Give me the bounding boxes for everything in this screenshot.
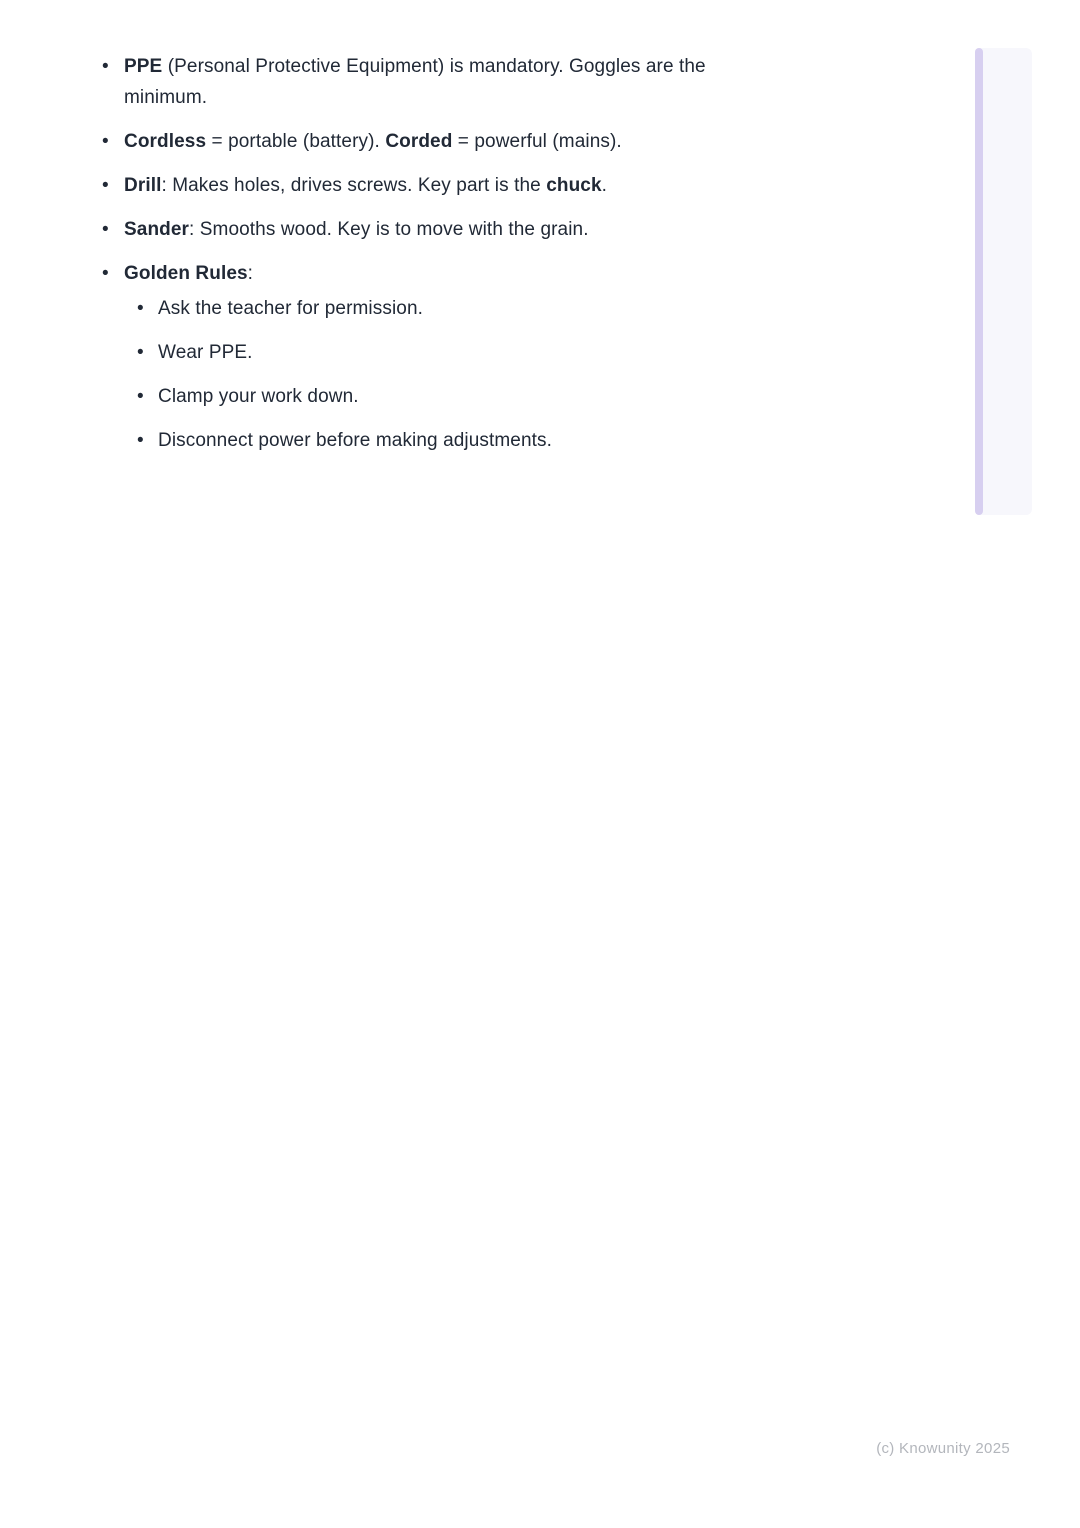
list-item-text: : Makes holes, drives screws. Key part is the	[161, 175, 547, 196]
list-item	[96, 51, 756, 113]
sub-list-item-text: Disconnect power before making adjustments.	[158, 430, 552, 451]
list-item-text: : Smooths wood. Key is to move with the grain.	[189, 219, 589, 240]
list-item-term: Golden Rules	[124, 263, 248, 284]
list-item-term: Drill	[124, 175, 162, 196]
scrollbar-thumb[interactable]	[975, 48, 983, 515]
sub-list-item-text: Ask the teacher for permission.	[158, 298, 423, 319]
sub-list-item-text: Clamp your work down.	[158, 386, 359, 407]
list-item	[96, 170, 756, 201]
list-item-text: = powerful (mains).	[452, 131, 622, 152]
list-item-term: Sander	[124, 219, 190, 240]
list-item-text: = portable (battery).	[206, 131, 386, 152]
list-item-text: .	[601, 175, 608, 196]
list-item-term: Cordless	[124, 131, 207, 152]
sub-list-item	[124, 337, 756, 368]
notes-list	[96, 51, 756, 469]
sub-list-item	[124, 381, 756, 412]
sub-list-item	[124, 425, 756, 456]
copyright-notice: (c) Knowunity 2025	[876, 1440, 1010, 1457]
list-item-term: chuck	[546, 175, 602, 196]
scrollbar-track[interactable]	[975, 48, 1032, 515]
list-item-text: (Personal Protective Equipment) is mandatory. Goggles are the minimum.	[124, 56, 706, 108]
list-item	[96, 258, 756, 456]
list-item	[96, 126, 756, 157]
list-item-term: PPE	[124, 56, 163, 77]
sub-list-item	[124, 293, 756, 324]
list-item-term: Corded	[385, 131, 453, 152]
sub-list-item-text: Wear PPE.	[158, 342, 253, 363]
list-item	[96, 214, 756, 245]
sub-list	[124, 293, 756, 456]
list-item-text: :	[247, 263, 254, 284]
